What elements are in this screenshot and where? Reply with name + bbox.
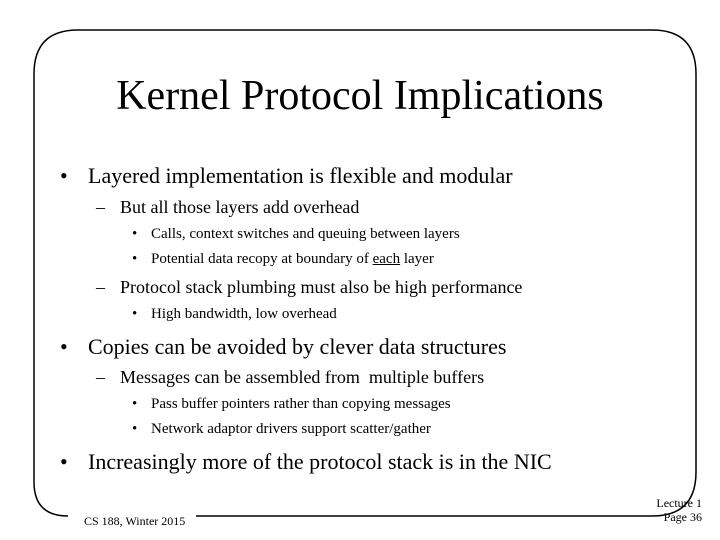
dash-marker: –: [96, 367, 105, 387]
bullet-marker: •: [132, 396, 138, 412]
sub-sub-bullet-item: [132, 395, 451, 414]
sub-sub-bullet-text: Potential data recopy at boundary of each layer: [151, 251, 434, 267]
bullet-marker: •: [132, 226, 138, 242]
sub-sub-bullet-text: High bandwidth, low overhead: [151, 306, 337, 322]
bullet-marker: •: [60, 163, 68, 188]
dash-marker: –: [96, 197, 105, 217]
bullet-marker: •: [132, 251, 138, 267]
footer-lecture: Lecture 1: [656, 496, 702, 510]
sub-bullet-item: [96, 366, 485, 388]
sub-sub-bullet-item: [132, 250, 434, 269]
bullet-text: Layered implementation is flexible and modular: [88, 163, 513, 188]
sub-bullet-text: But all those layers add overhead: [120, 197, 360, 217]
footer-page-info: [656, 496, 702, 524]
bullet-item: [60, 449, 552, 475]
underlined-word: each: [372, 251, 401, 267]
bullet-item: [60, 334, 507, 360]
sub-sub-bullet-text: Calls, context switches and queuing between layers: [151, 226, 460, 242]
slide-title: Kernel Protocol Implications: [116, 73, 604, 119]
sub-sub-bullet-item: [132, 420, 431, 439]
sub-sub-bullet-text: Pass buffer pointers rather than copying messages: [151, 396, 451, 412]
sub-sub-bullet-text: Network adaptor drivers support scatter/gather: [151, 421, 431, 437]
footer-page-number: Page 36: [663, 510, 702, 524]
sub-bullet-text: Messages can be assembled from multiple buffers: [120, 367, 485, 387]
bullet-item: [60, 163, 513, 189]
sub-sub-bullet-item: [132, 305, 337, 324]
footer-course: CS 188, Winter 2015: [84, 514, 186, 528]
sub-sub-bullet-item: [132, 225, 460, 244]
dash-marker: –: [96, 277, 105, 297]
sub-bullet-item: [96, 196, 360, 218]
sub-bullet-item: [96, 276, 523, 298]
bullet-marker: •: [60, 449, 68, 474]
bullet-text: Increasingly more of the protocol stack is in the NIC: [88, 449, 552, 474]
bullet-text: Copies can be avoided by clever data structures: [88, 334, 507, 359]
bullet-marker: •: [60, 334, 68, 359]
sub-bullet-text: Protocol stack plumbing must also be high performance: [120, 277, 523, 297]
bullet-marker: •: [132, 306, 138, 322]
bullet-marker: •: [132, 421, 138, 437]
